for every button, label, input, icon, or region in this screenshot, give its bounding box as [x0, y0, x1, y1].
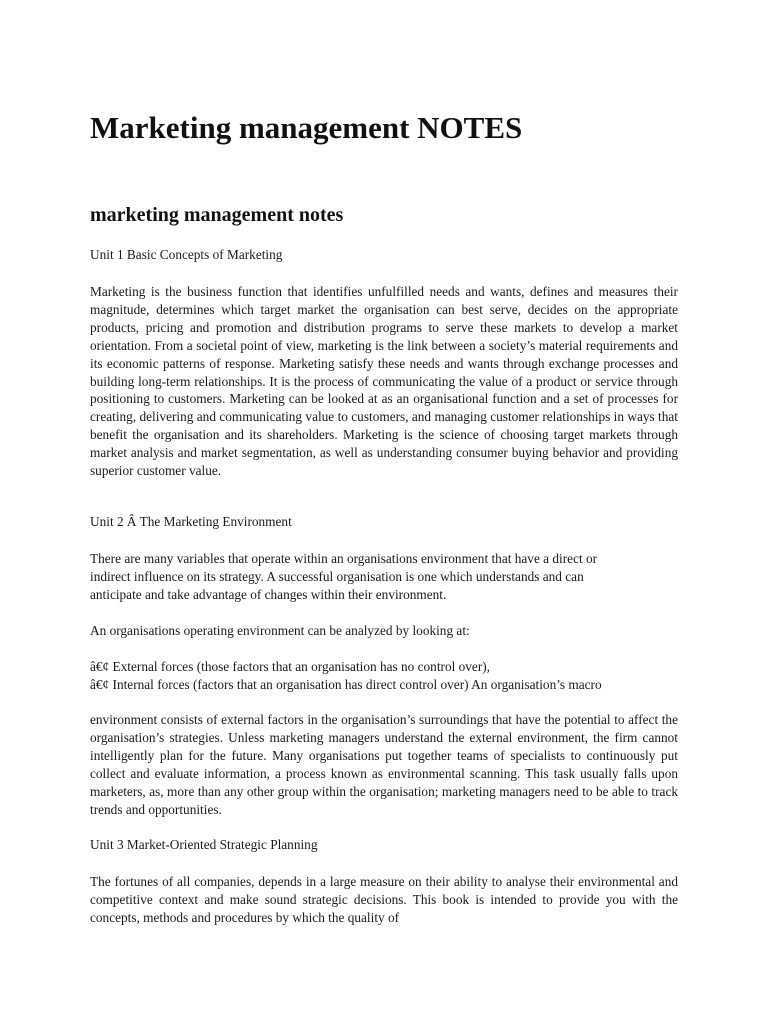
unit2-bullet-list [90, 658, 678, 694]
unit2-bullet-2: â€¢ Internal forces (factors that an organisation has direct control over) An organisation’s macro [90, 676, 602, 692]
unit1-paragraph: Marketing is the business function that identifies unfulfilled needs and wants, defines and measures their magnitude, determines which target market the organisation can best serve, decides on the appropriate products, pricing and promotion and distribution programs to serve these markets to develop a market orientation. From a societal point of view, marketing is the link between a society’s material requirements and its economic patterns of response. Marketing satisfy these needs and wants through exchange processes and building long-term relationships. It is the process of communicating the value of a product or service through positioning to customers. Marketing can be looked at as an organisational function and a set of processes for creating, delivering and communicating value to customers, and managing customer relationships in ways that benefit the organisation and its shareholders. Marketing is the science of choosing target markets through market analysis and market segmentation, as well as understanding consumer buying behavior and providing superior customer value. [90, 284, 678, 479]
unit3-heading: Unit 3 Market-Oriented Strategic Planning [90, 837, 318, 852]
unit3-paragraph: The fortunes of all companies, depends in a large measure on their ability to analyse their environmental and competitive context and make sound strategic decisions. This book is intended to provide you with the concepts, methods and procedures by which the quality of [90, 874, 678, 925]
unit2-paragraph-1 [90, 550, 678, 604]
unit2-bullet-1: â€¢ External forces (those factors that an organisation has no control over), [90, 659, 491, 674]
unit2-paragraph-2: An organisations operating environment can be analyzed by looking at: [90, 623, 470, 638]
unit1-heading: Unit 1 Basic Concepts of Marketing [90, 247, 283, 262]
unit2-paragraph-3: environment consists of external factors in the organisation’s surroundings that have the potential to affect the organisation’s strategies. Unless marketing managers understand the external environment, the firm cannot intelligently plan for the future. Many organisations put together teams of specialists to continuously put collect and evaluate information, a process known as environmental scanning. This task usually falls upon marketers, as, more than any other group within the organisation; marketing managers need to be able to track trends and opportunities. [90, 712, 678, 817]
unit2-paragraph-1-line-2: indirect influence on its strategy. A successful organisation is one which understands and can [90, 568, 584, 584]
document-subtitle: marketing management notes [90, 204, 344, 226]
unit2-heading: Unit 2 Â The Marketing Environment [90, 514, 292, 529]
unit2-paragraph-1-line-1: There are many variables that operate within an organisations environment that have a direct or [90, 551, 598, 566]
document-title: Marketing management NOTES [90, 110, 523, 145]
unit2-paragraph-1-line-3: anticipate and take advantage of changes within their environment. [90, 586, 447, 602]
